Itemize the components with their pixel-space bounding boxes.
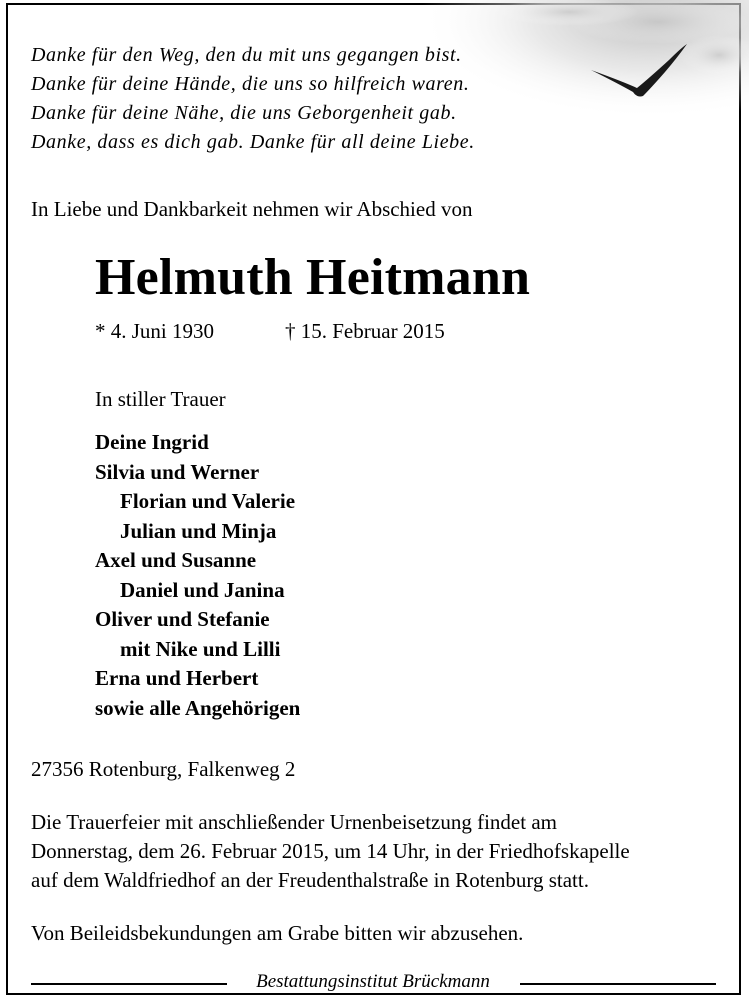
mourner-entry: Axel und Susanne — [95, 548, 257, 572]
death-date: † 15. Februar 2015 — [285, 319, 445, 343]
poem-line: Danke für deine Nähe, die uns Geborgenheit gab. — [31, 102, 457, 124]
mourner-entry: Deine Ingrid — [95, 430, 209, 454]
mourner-entry: mit Nike und Lilli — [120, 636, 281, 661]
poem — [31, 41, 631, 157]
poem-line: Danke für den Weg, den du mit uns gegangen bist. — [31, 44, 462, 66]
service-line: Die Trauerfeier mit anschließender Urnenbeisetzung findet am — [31, 810, 557, 834]
mourner-entry: Oliver und Stefanie — [95, 607, 270, 631]
funeral-home-name: Bestattungsinstitut Brückmann — [256, 971, 490, 992]
birth-date: * 4. Juni 1930 — [95, 319, 215, 343]
grief-line: In stiller Trauer — [95, 387, 226, 411]
deceased-name: Helmuth Heitmann — [95, 249, 531, 306]
mourner-entry: Silvia und Werner — [95, 459, 260, 484]
service-details — [31, 808, 731, 895]
mourner-entry: sowie alle Angehörigen — [95, 695, 301, 720]
life-dates — [95, 319, 445, 344]
footer-divider-left — [31, 983, 227, 985]
poem-line: Danke für deine Hände, die uns so hilfreich waren. — [31, 73, 470, 95]
service-line: auf dem Waldfriedhof an der Freudenthalstraße in Rotenburg statt. — [31, 868, 589, 892]
footer-divider-right — [520, 983, 716, 985]
mourner-entry: Florian und Valerie — [120, 489, 296, 513]
mourners-list — [95, 428, 300, 723]
mourner-entry: Daniel und Janina — [120, 577, 285, 602]
mourner-entry: Julian und Minja — [120, 518, 277, 543]
service-line: Donnerstag, dem 26. Februar 2015, um 14 Uhr, in der Friedhofskapelle — [31, 839, 630, 863]
intro-text: In Liebe und Dankbarkeit nehmen wir Abschied von — [31, 197, 473, 221]
condolence-note: Von Beileidsbekundungen am Grabe bitten wir abzusehen. — [31, 921, 524, 945]
poem-line: Danke, dass es dich gab. Danke für all deine Liebe. — [31, 131, 475, 153]
mourner-entry: Erna und Herbert — [95, 666, 259, 690]
footer — [0, 969, 749, 997]
family-address: 27356 Rotenburg, Falkenweg 2 — [31, 757, 296, 781]
